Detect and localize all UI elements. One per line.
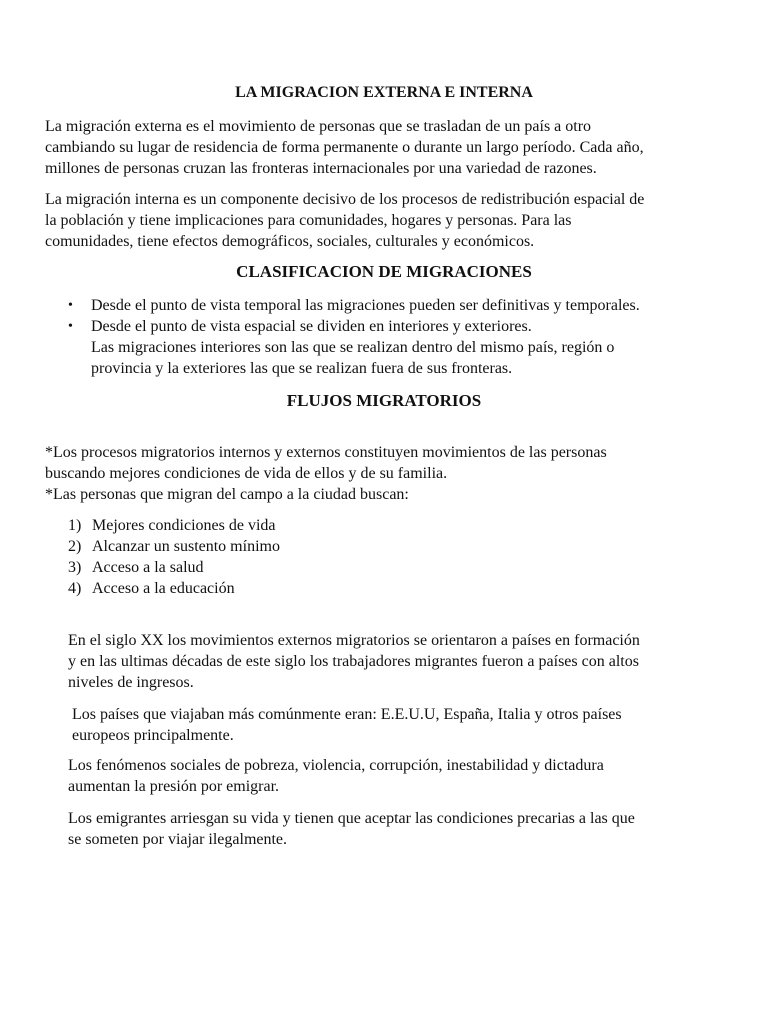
external-migration-paragraph [45, 116, 735, 179]
paragraph-line: y en las ultimas décadas de este siglo los trabajadores migrantes fueron a países con altos [68, 653, 639, 670]
social-phenomena-paragraph [68, 755, 748, 797]
twentieth-century-paragraph [68, 630, 748, 693]
paragraph-line: En el siglo XX los movimientos externos migratorios se orientaron a países en formación [68, 632, 640, 649]
list-item-text: Alcanzar un sustento mínimo [92, 538, 280, 555]
list-number: 4) [68, 580, 82, 597]
flows-heading: FLUJOS MIGRATORIOS [286, 391, 482, 410]
list-item [68, 578, 280, 599]
flows-intro-paragraph [45, 442, 735, 505]
paragraph-line: comunidades, tiene efectos demográficos, sociales, culturales y económicos. [45, 233, 535, 250]
bullet-text: Desde el punto de vista temporal las migraciones pueden ser definitivas y temporales. [91, 297, 640, 314]
paragraph-line: La migración interna es un componente decisivo de los procesos de redistribución espacial de [45, 191, 645, 208]
paragraph-line: La migración externa es el movimiento de personas que se trasladan de un país a otro [45, 118, 592, 135]
bullet-icon: • [68, 298, 73, 313]
reasons-numbered-list [68, 515, 280, 599]
list-number: 2) [68, 538, 82, 555]
paragraph-line: la población y tiene implicaciones para comunidades, hogares y personas. Para las [45, 212, 572, 229]
bullet-continuation-line: provincia y la exteriores las que se realizan fuera de sus fronteras. [91, 360, 513, 377]
list-item [68, 295, 748, 316]
list-number: 1) [68, 517, 82, 534]
paragraph-line: millones de personas cruzan las fronteras internacionales por una variedad de razones. [45, 160, 597, 177]
emigrant-risk-paragraph [68, 808, 748, 850]
paragraph-line: *Los procesos migratorios internos y externos constituyen movimientos de las personas [45, 444, 607, 461]
classification-heading: CLASIFICACION DE MIGRACIONES [236, 262, 532, 281]
bullet-text: Desde el punto de vista espacial se dividen en interiores y exteriores. [91, 318, 532, 335]
list-item-text: Mejores condiciones de vida [92, 517, 276, 534]
paragraph-line: aumentan la presión por emigrar. [68, 778, 280, 795]
list-item [68, 557, 280, 578]
paragraph-line: niveles de ingresos. [68, 674, 194, 691]
paragraph-line: Los países que viajaban más comúnmente eran: E.E.U.U, España, Italia y otros países [72, 706, 622, 723]
paragraph-line: europeos principalmente. [72, 727, 234, 744]
bullet-continuation-line: Las migraciones interiores son las que se realizan dentro del mismo país, región o [91, 339, 615, 356]
paragraph-line: Los fenómenos sociales de pobreza, violencia, corrupción, inestabilidad y dictadura [68, 757, 604, 774]
list-item [68, 536, 280, 557]
paragraph-line: *Las personas que migran del campo a la ciudad buscan: [45, 486, 409, 503]
list-item-text: Acceso a la salud [92, 559, 204, 576]
list-item-text: Acceso a la educación [92, 580, 235, 597]
internal-migration-paragraph [45, 189, 735, 252]
destination-countries-paragraph [72, 704, 752, 746]
list-item [68, 316, 748, 337]
paragraph-line: cambiando su lugar de residencia de forma permanente o durante un largo período. Cada año, [45, 139, 644, 156]
paragraph-line: buscando mejores condiciones de vida de ellos y de su familia. [45, 465, 448, 482]
classification-bullet-list [68, 295, 748, 379]
paragraph-line: se someten por viajar ilegalmente. [68, 831, 288, 848]
list-item [68, 515, 280, 536]
list-number: 3) [68, 559, 82, 576]
document-title: LA MIGRACION EXTERNA E INTERNA [235, 84, 533, 101]
bullet-icon: • [68, 319, 73, 334]
paragraph-line: Los emigrantes arriesgan su vida y tienen que aceptar las condiciones precarias a las que [68, 810, 635, 827]
